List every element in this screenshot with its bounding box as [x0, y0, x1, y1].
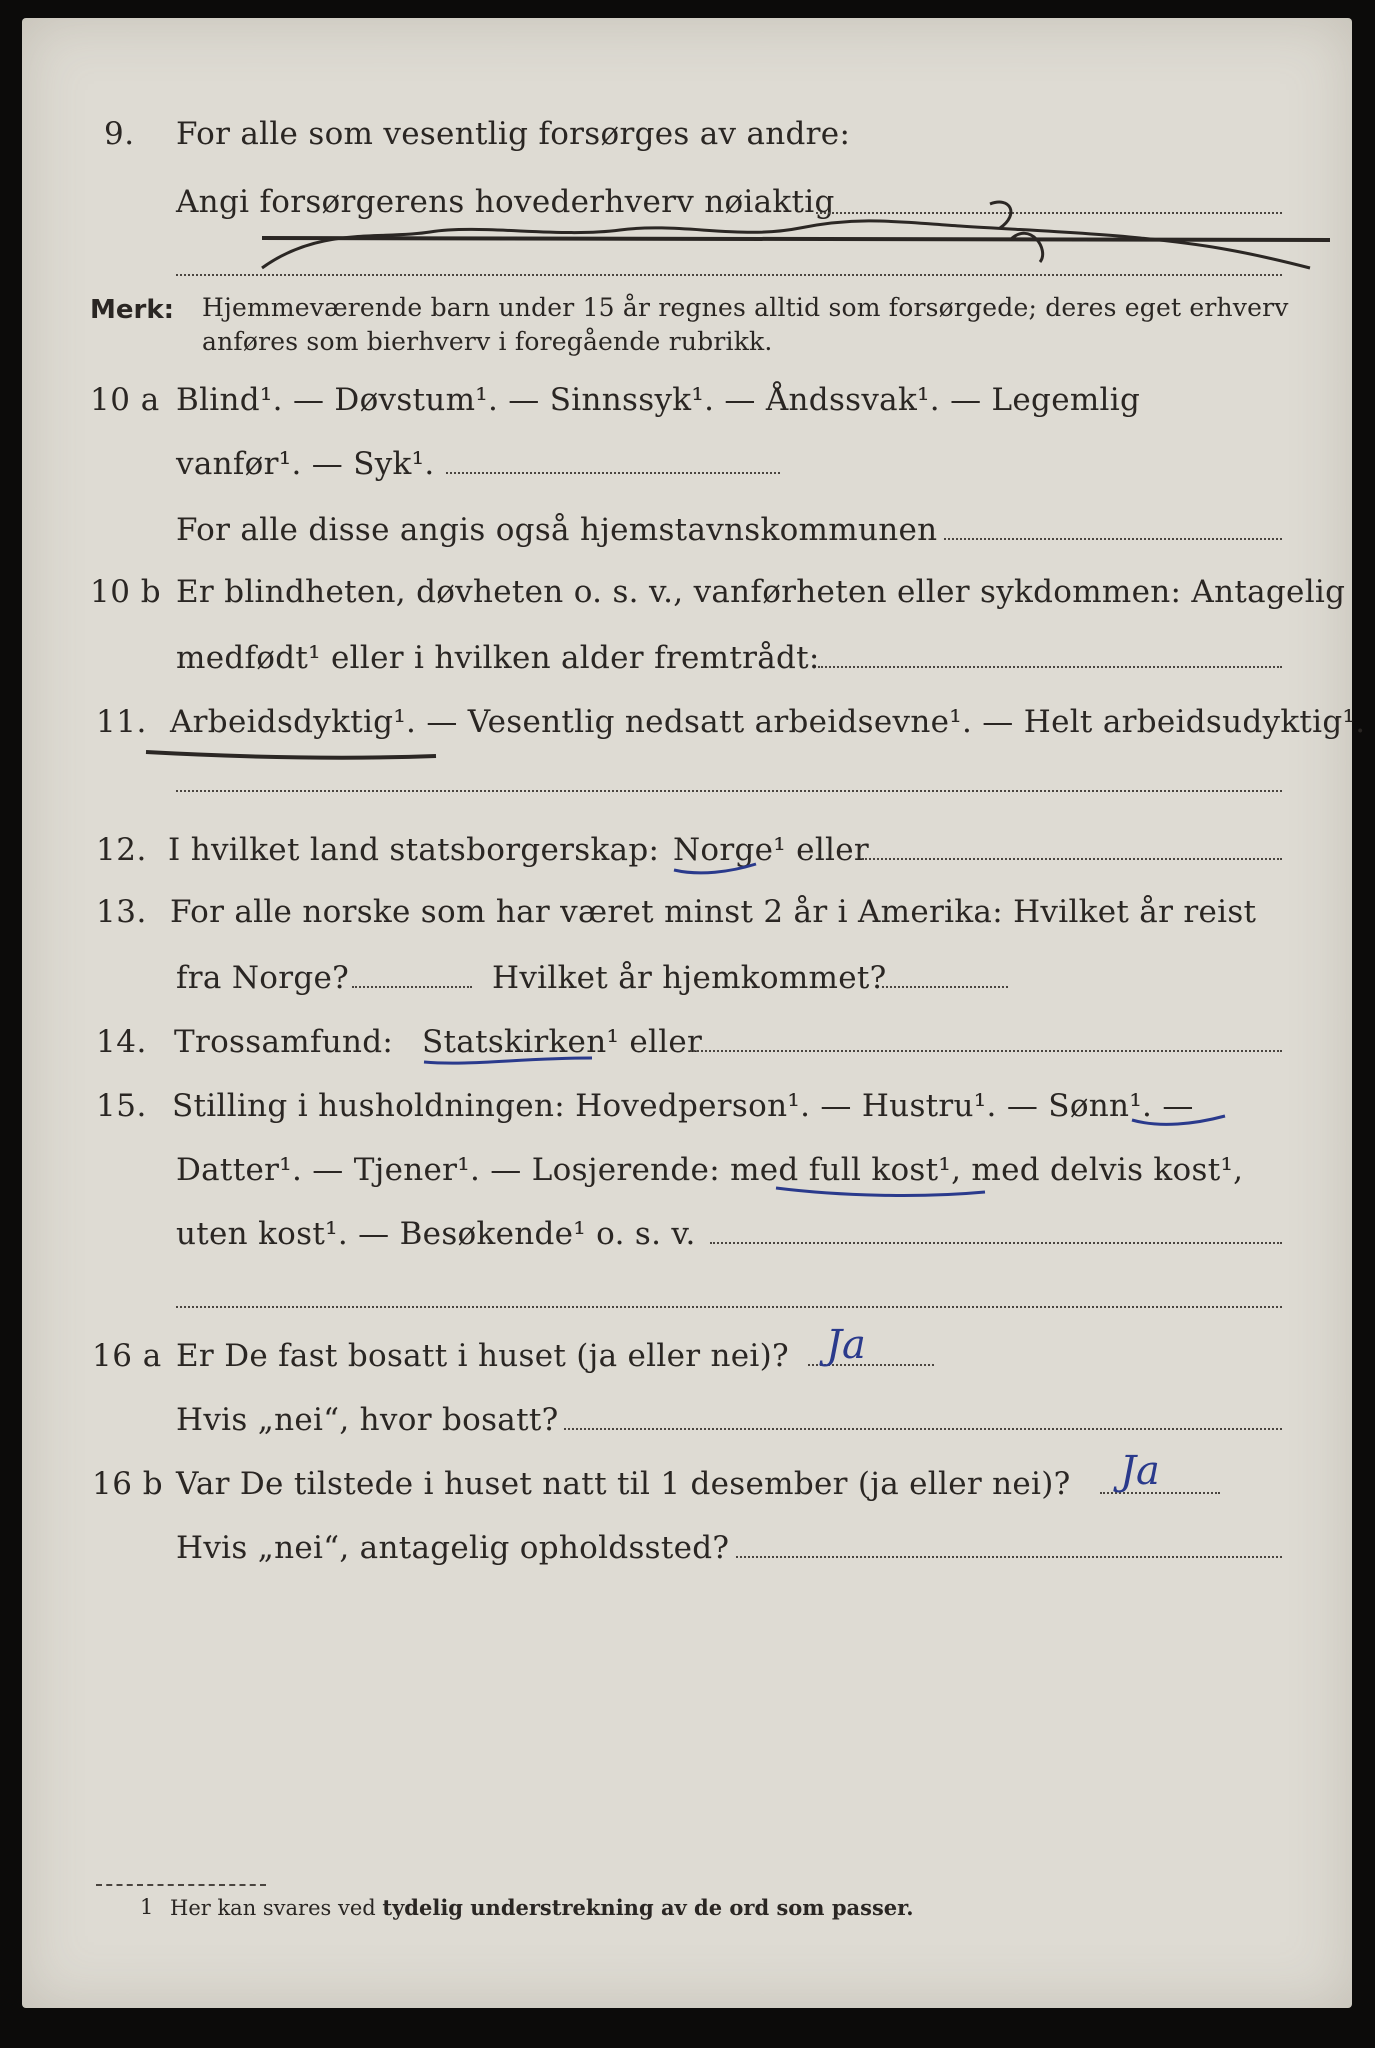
q12-underline-norge	[674, 864, 756, 873]
q10b-question-cont: medfødt¹ eller i hvilken alder fremtrådt:	[176, 640, 820, 676]
footnote-text-bold: tydelig understrekning av de ord som passer.	[382, 1895, 914, 1920]
q12-citizenship: I hvilket land statsborgerskap:	[168, 832, 660, 868]
merk-label: Merk:	[90, 295, 175, 325]
q16b-presence-question: Var De tilstede i huset natt til 1 desember (ja eller nei)?	[176, 1466, 1071, 1502]
q16a-number: 16 a	[92, 1338, 162, 1374]
q15-household-position: Stilling i husholdningen: Hovedperson¹. — Hustru¹. — Sønn¹. —	[172, 1088, 1194, 1124]
q9-struck-out-answer	[262, 221, 1310, 268]
q9-number: 9.	[104, 116, 135, 152]
q11-number: 11.	[96, 704, 147, 740]
q10a-disabilities: Blind¹. — Døvstum¹. — Sinnssyk¹. — Åndssvak¹. — Legemlig	[176, 382, 1141, 418]
q12-norway-option: Norge¹ eller	[673, 832, 870, 868]
q13-america-question: For alle norske som har været minst 2 år i Amerika: Hvilket år reist	[170, 894, 1257, 930]
merk-text-line-2: anføres som bierhverv i foregående rubrikk.	[202, 327, 773, 356]
q9-strikethrough-line	[262, 238, 1330, 240]
q14-underline-statskirken	[424, 1058, 592, 1063]
q15-underline-med-full-kost	[776, 1188, 985, 1195]
q16a-residence-followup: Hvis „nei“, hvor bosatt?	[176, 1402, 559, 1438]
q13-return-year: Hvilket år hjemkommet?	[492, 960, 887, 996]
q16b-number: 16 b	[92, 1466, 164, 1502]
q10a-home-municipality: For alle disse angis også hjemstavnskommunen	[176, 512, 938, 548]
q9-instruction: Angi forsørgerens hovederhverv nøiaktig	[176, 184, 835, 220]
q15-underline-sonn	[1132, 1116, 1225, 1124]
q16a-handwritten-answer: Ja	[826, 1322, 866, 1368]
q13-number: 13.	[96, 894, 147, 930]
q12-number: 12.	[96, 832, 147, 868]
q16a-residence-question: Er De fast bosatt i huset (ja eller nei)?	[176, 1338, 789, 1374]
q16b-handwritten-answer: Ja	[1120, 1448, 1160, 1494]
q11-work-ability: Arbeidsdyktig¹. — Vesentlig nedsatt arbeidsevne¹. — Helt arbeidsudyktig¹.	[170, 704, 1366, 740]
q15-household-position-end: uten kost¹. — Besøkende¹ o. s. v.	[176, 1216, 696, 1252]
q10b-question: Er blindheten, døvheten o. s. v., vanførheten eller sykdommen: Antagelig	[176, 574, 1346, 610]
q15-number: 15.	[96, 1088, 147, 1124]
q9-scribble-tail	[990, 202, 1043, 262]
q15-household-position-cont: Datter¹. — Tjener¹. — Losjerende: med full kost¹, med delvis kost¹,	[176, 1152, 1244, 1188]
q14-state-church-option: Statskirken¹ eller	[422, 1024, 703, 1060]
q16b-presence-followup: Hvis „nei“, antagelig opholdssted?	[176, 1530, 730, 1566]
q10a-disabilities-cont: vanfør¹. — Syk¹.	[176, 446, 435, 482]
q14-number: 14.	[96, 1024, 147, 1060]
footnote-mark: 1	[140, 1895, 154, 1919]
q14-religion: Trossamfund:	[174, 1024, 394, 1060]
q10b-number: 10 b	[90, 574, 162, 610]
merk-text-line-1: Hjemmeværende barn under 15 år regnes alltid som forsørgede; deres eget erhverv	[202, 293, 1289, 322]
footnote-text-plain: Her kan svares ved	[170, 1896, 383, 1920]
q10a-number: 10 a	[90, 382, 160, 418]
q13-departure-year: fra Norge?	[176, 960, 350, 996]
q11-underline-arbeidsdyktig	[146, 752, 436, 758]
q9-question: For alle som vesentlig forsørges av andre:	[176, 116, 851, 152]
